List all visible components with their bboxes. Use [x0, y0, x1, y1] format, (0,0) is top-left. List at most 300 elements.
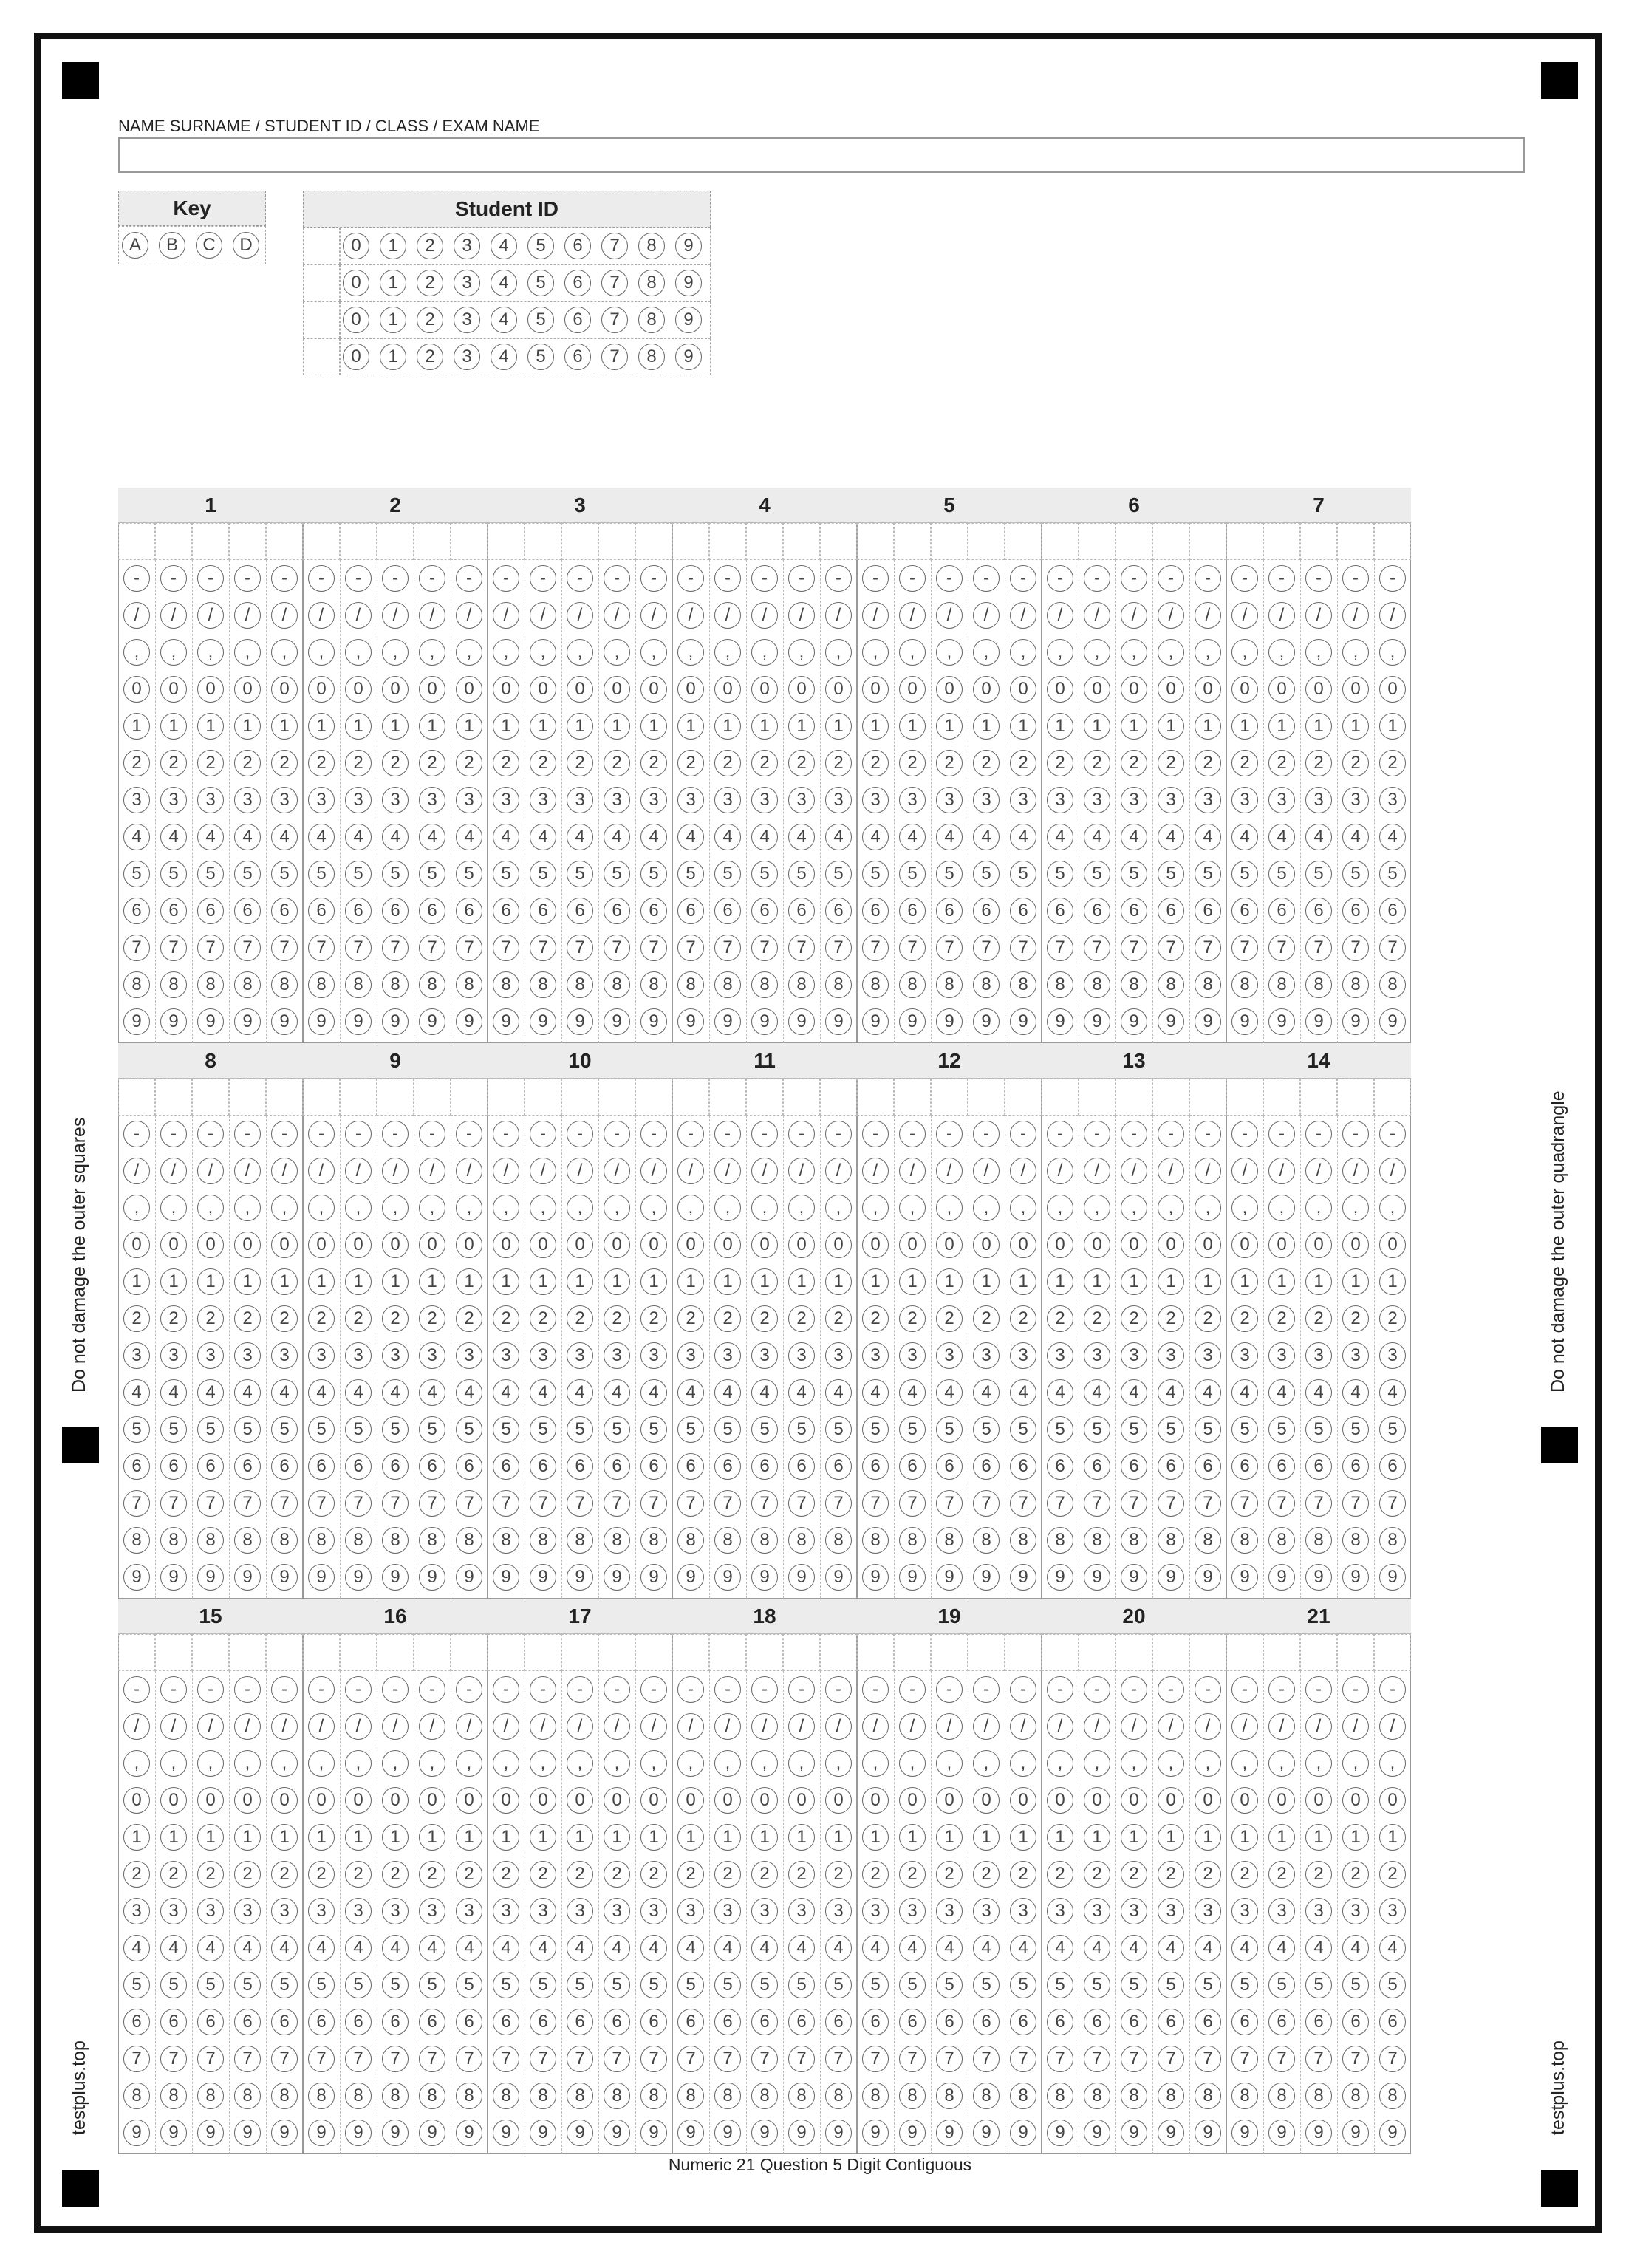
answer-bubble[interactable]: 2 — [640, 1305, 667, 1332]
answer-bubble[interactable]: 8 — [123, 971, 150, 998]
answer-bubble[interactable]: 0 — [271, 1787, 298, 1814]
answer-bubble[interactable]: 9 — [973, 1564, 1000, 1591]
answer-bubble[interactable]: 6 — [899, 1453, 926, 1480]
answer-bubble[interactable]: - — [456, 1676, 482, 1703]
answer-bubble[interactable]: 8 — [419, 971, 445, 998]
answer-bubble[interactable]: 3 — [1268, 1898, 1295, 1924]
answer-bubble[interactable]: 2 — [1047, 1861, 1073, 1888]
answer-bubble[interactable]: 3 — [1379, 1342, 1406, 1369]
answer-bubble[interactable]: 0 — [382, 676, 409, 703]
student-id-bubble[interactable]: 6 — [564, 233, 591, 259]
answer-bubble[interactable]: - — [1121, 565, 1147, 592]
answer-bubble[interactable]: 2 — [899, 750, 926, 776]
answer-bubble[interactable]: - — [751, 565, 778, 592]
answer-bubble[interactable]: 5 — [345, 861, 372, 887]
answer-bubble[interactable]: 6 — [1342, 2009, 1369, 2035]
answer-bubble[interactable]: - — [197, 1676, 224, 1703]
answer-bubble[interactable]: 8 — [456, 971, 482, 998]
answer-bubble[interactable]: , — [899, 1195, 926, 1221]
answer-bubble[interactable]: 4 — [419, 1935, 445, 1961]
answer-bubble[interactable]: 4 — [308, 1379, 335, 1406]
answer-bubble[interactable]: 9 — [345, 2120, 372, 2146]
answer-bubble[interactable]: 1 — [1268, 1824, 1295, 1851]
answer-bubble[interactable]: 6 — [1342, 898, 1369, 924]
answer-bubble[interactable]: 0 — [197, 676, 224, 703]
answer-bubble[interactable]: 7 — [1121, 1490, 1147, 1517]
answer-bubble[interactable]: 0 — [1195, 676, 1221, 703]
answer-bubble[interactable]: 7 — [345, 2046, 372, 2072]
answer-bubble[interactable]: 1 — [751, 1268, 778, 1295]
answer-bubble[interactable]: , — [234, 639, 261, 666]
answer-bubble[interactable]: , — [936, 639, 963, 666]
answer-bubble[interactable]: 7 — [862, 935, 889, 961]
answer-bubble[interactable]: 0 — [234, 676, 261, 703]
answer-bubble[interactable]: 0 — [825, 1787, 852, 1814]
answer-bubble[interactable]: 2 — [197, 1305, 224, 1332]
answer-bubble[interactable]: 5 — [1268, 1416, 1295, 1443]
answer-bubble[interactable]: 7 — [677, 1490, 704, 1517]
answer-bubble[interactable]: 2 — [567, 1861, 593, 1888]
answer-bubble[interactable]: 7 — [788, 935, 815, 961]
answer-bubble[interactable]: 6 — [419, 1453, 445, 1480]
answer-bubble[interactable]: 5 — [308, 861, 335, 887]
answer-bubble[interactable]: 1 — [973, 1824, 1000, 1851]
answer-bubble[interactable]: 0 — [1342, 1232, 1369, 1258]
student-id-bubble[interactable]: 9 — [675, 307, 702, 333]
answer-bubble[interactable]: 0 — [1084, 1787, 1110, 1814]
answer-bubble[interactable]: 0 — [1084, 1232, 1110, 1258]
digit-write-box[interactable] — [303, 523, 340, 560]
answer-bubble[interactable]: 9 — [899, 1008, 926, 1035]
answer-bubble[interactable]: 1 — [899, 1824, 926, 1851]
student-id-bubble[interactable]: 3 — [454, 344, 480, 370]
answer-bubble[interactable]: , — [640, 1195, 667, 1221]
answer-bubble[interactable]: / — [1121, 1713, 1147, 1740]
digit-write-box[interactable] — [118, 1079, 155, 1116]
answer-bubble[interactable]: 0 — [567, 1232, 593, 1258]
answer-bubble[interactable]: 1 — [1342, 713, 1369, 740]
student-id-bubble[interactable]: 5 — [527, 307, 554, 333]
answer-bubble[interactable]: 8 — [530, 2083, 556, 2109]
answer-bubble[interactable]: - — [197, 565, 224, 592]
answer-bubble[interactable]: 4 — [1379, 1379, 1406, 1406]
answer-bubble[interactable]: 9 — [751, 1564, 778, 1591]
answer-bubble[interactable]: 1 — [1084, 1824, 1110, 1851]
answer-bubble[interactable]: 3 — [714, 1342, 741, 1369]
answer-bubble[interactable]: , — [197, 1195, 224, 1221]
answer-bubble[interactable]: 7 — [1121, 935, 1147, 961]
answer-bubble[interactable]: 1 — [751, 713, 778, 740]
answer-bubble[interactable]: - — [936, 565, 963, 592]
answer-bubble[interactable]: - — [1010, 1676, 1036, 1703]
student-id-bubble[interactable]: 0 — [343, 270, 369, 296]
answer-bubble[interactable]: 8 — [271, 2083, 298, 2109]
answer-bubble[interactable]: 7 — [382, 935, 409, 961]
answer-bubble[interactable]: 0 — [1231, 676, 1258, 703]
answer-bubble[interactable]: 4 — [1231, 1379, 1258, 1406]
answer-bubble[interactable]: 8 — [160, 971, 187, 998]
answer-bubble[interactable]: , — [604, 639, 630, 666]
answer-bubble[interactable]: 5 — [530, 1972, 556, 1998]
student-id-write-box[interactable] — [303, 301, 340, 338]
answer-bubble[interactable]: , — [1121, 639, 1147, 666]
answer-bubble[interactable]: / — [345, 1713, 372, 1740]
answer-bubble[interactable]: 8 — [234, 2083, 261, 2109]
answer-bubble[interactable]: 5 — [936, 861, 963, 887]
answer-bubble[interactable]: 6 — [1268, 1453, 1295, 1480]
digit-write-box[interactable] — [340, 523, 377, 560]
answer-bubble[interactable]: 5 — [271, 1972, 298, 1998]
answer-bubble[interactable]: - — [1305, 565, 1332, 592]
answer-bubble[interactable]: 7 — [567, 2046, 593, 2072]
answer-bubble[interactable]: 2 — [1268, 1861, 1295, 1888]
answer-bubble[interactable]: 3 — [1195, 1342, 1221, 1369]
answer-bubble[interactable]: 9 — [862, 1008, 889, 1035]
answer-bubble[interactable]: , — [677, 1195, 704, 1221]
answer-bubble[interactable]: 5 — [123, 1972, 150, 1998]
answer-bubble[interactable]: 5 — [788, 1972, 815, 1998]
digit-write-box[interactable] — [635, 1634, 672, 1671]
answer-bubble[interactable]: 1 — [862, 1268, 889, 1295]
answer-bubble[interactable]: / — [456, 1158, 482, 1184]
answer-bubble[interactable]: - — [1195, 565, 1221, 592]
answer-bubble[interactable]: 8 — [640, 2083, 667, 2109]
answer-bubble[interactable]: 0 — [160, 1232, 187, 1258]
answer-bubble[interactable]: 1 — [308, 1268, 335, 1295]
answer-bubble[interactable]: 6 — [936, 1453, 963, 1480]
answer-bubble[interactable]: 3 — [1231, 787, 1258, 813]
answer-bubble[interactable]: 9 — [936, 1008, 963, 1035]
answer-bubble[interactable]: - — [160, 1121, 187, 1147]
answer-bubble[interactable]: 7 — [308, 1490, 335, 1517]
answer-bubble[interactable]: 2 — [1305, 750, 1332, 776]
answer-bubble[interactable]: / — [1158, 1158, 1184, 1184]
answer-bubble[interactable]: 9 — [1268, 1564, 1295, 1591]
answer-bubble[interactable]: 4 — [234, 1379, 261, 1406]
answer-bubble[interactable]: 3 — [345, 1342, 372, 1369]
answer-bubble[interactable]: 3 — [714, 1898, 741, 1924]
answer-bubble[interactable]: 5 — [825, 861, 852, 887]
digit-write-box[interactable] — [1263, 1079, 1300, 1116]
answer-bubble[interactable]: 8 — [1379, 971, 1406, 998]
answer-bubble[interactable]: , — [1084, 639, 1110, 666]
answer-bubble[interactable]: / — [899, 602, 926, 629]
answer-bubble[interactable]: 5 — [160, 1416, 187, 1443]
answer-bubble[interactable]: 9 — [1121, 2120, 1147, 2146]
digit-write-box[interactable] — [598, 523, 635, 560]
answer-bubble[interactable]: 3 — [640, 1342, 667, 1369]
answer-bubble[interactable]: 4 — [456, 824, 482, 850]
answer-bubble[interactable]: 4 — [788, 1379, 815, 1406]
answer-bubble[interactable]: 8 — [308, 2083, 335, 2109]
answer-bubble[interactable]: 1 — [197, 1268, 224, 1295]
student-id-bubble[interactable]: 5 — [527, 270, 554, 296]
digit-write-box[interactable] — [414, 523, 451, 560]
answer-bubble[interactable]: 4 — [345, 824, 372, 850]
answer-bubble[interactable]: - — [419, 1676, 445, 1703]
answer-bubble[interactable]: 3 — [1121, 787, 1147, 813]
answer-bubble[interactable]: 7 — [271, 2046, 298, 2072]
answer-bubble[interactable]: 7 — [825, 935, 852, 961]
answer-bubble[interactable]: / — [530, 1158, 556, 1184]
answer-bubble[interactable]: 9 — [456, 1008, 482, 1035]
answer-bubble[interactable]: 0 — [1158, 1787, 1184, 1814]
answer-bubble[interactable]: 0 — [1084, 676, 1110, 703]
answer-bubble[interactable]: 6 — [530, 1453, 556, 1480]
answer-bubble[interactable]: 2 — [530, 750, 556, 776]
answer-bubble[interactable]: - — [714, 1121, 741, 1147]
answer-bubble[interactable]: 9 — [1268, 2120, 1295, 2146]
answer-bubble[interactable]: / — [751, 1158, 778, 1184]
answer-bubble[interactable]: 9 — [1342, 1008, 1369, 1035]
answer-bubble[interactable]: 8 — [1231, 1527, 1258, 1554]
answer-bubble[interactable]: 1 — [862, 1824, 889, 1851]
answer-bubble[interactable]: 6 — [197, 898, 224, 924]
answer-bubble[interactable]: 1 — [1047, 713, 1073, 740]
answer-bubble[interactable]: - — [677, 1121, 704, 1147]
answer-bubble[interactable]: 0 — [308, 1232, 335, 1258]
answer-bubble[interactable]: 6 — [345, 1453, 372, 1480]
answer-bubble[interactable]: 3 — [1121, 1342, 1147, 1369]
answer-bubble[interactable]: 1 — [1195, 1268, 1221, 1295]
answer-bubble[interactable]: 1 — [1084, 1268, 1110, 1295]
answer-bubble[interactable]: 7 — [862, 1490, 889, 1517]
answer-bubble[interactable]: 4 — [123, 1379, 150, 1406]
answer-bubble[interactable]: 9 — [640, 1564, 667, 1591]
answer-bubble[interactable]: 5 — [308, 1416, 335, 1443]
answer-bubble[interactable]: - — [530, 565, 556, 592]
answer-bubble[interactable]: 8 — [1305, 971, 1332, 998]
answer-bubble[interactable]: 5 — [714, 1416, 741, 1443]
answer-bubble[interactable]: 8 — [1305, 2083, 1332, 2109]
answer-bubble[interactable]: 4 — [1342, 824, 1369, 850]
answer-bubble[interactable]: 3 — [271, 1342, 298, 1369]
answer-bubble[interactable]: , — [1158, 1195, 1184, 1221]
student-id-bubble[interactable]: 0 — [343, 233, 369, 259]
answer-bubble[interactable]: 9 — [493, 1008, 519, 1035]
answer-bubble[interactable]: 9 — [123, 2120, 150, 2146]
answer-bubble[interactable]: 2 — [973, 1305, 1000, 1332]
answer-bubble[interactable]: 9 — [1305, 1008, 1332, 1035]
answer-bubble[interactable]: 4 — [825, 1935, 852, 1961]
answer-bubble[interactable]: / — [604, 1713, 630, 1740]
answer-bubble[interactable]: 3 — [308, 1342, 335, 1369]
answer-bubble[interactable]: 4 — [382, 824, 409, 850]
answer-bubble[interactable]: 7 — [456, 1490, 482, 1517]
answer-bubble[interactable]: 8 — [714, 2083, 741, 2109]
answer-bubble[interactable]: 3 — [308, 787, 335, 813]
digit-write-box[interactable] — [451, 1634, 488, 1671]
answer-bubble[interactable]: - — [899, 1121, 926, 1147]
answer-bubble[interactable]: 0 — [493, 676, 519, 703]
answer-bubble[interactable]: - — [1084, 1676, 1110, 1703]
answer-bubble[interactable]: 5 — [530, 861, 556, 887]
answer-bubble[interactable]: 4 — [271, 1935, 298, 1961]
answer-bubble[interactable]: / — [1268, 602, 1295, 629]
answer-bubble[interactable]: 6 — [1158, 898, 1184, 924]
answer-bubble[interactable]: 7 — [234, 2046, 261, 2072]
answer-bubble[interactable]: 9 — [345, 1564, 372, 1591]
answer-bubble[interactable]: 1 — [1305, 1824, 1332, 1851]
student-id-bubble[interactable]: 6 — [564, 270, 591, 296]
answer-bubble[interactable]: , — [1231, 1750, 1258, 1777]
answer-bubble[interactable]: , — [862, 1195, 889, 1221]
answer-bubble[interactable]: - — [493, 565, 519, 592]
student-id-bubble[interactable]: 1 — [380, 233, 406, 259]
answer-bubble[interactable]: / — [308, 1713, 335, 1740]
answer-bubble[interactable]: 1 — [308, 1824, 335, 1851]
answer-bubble[interactable]: 3 — [1010, 1898, 1036, 1924]
answer-bubble[interactable]: / — [271, 1713, 298, 1740]
digit-write-box[interactable] — [1115, 1634, 1152, 1671]
answer-bubble[interactable]: 2 — [714, 750, 741, 776]
answer-bubble[interactable]: 3 — [1010, 787, 1036, 813]
digit-write-box[interactable] — [635, 1079, 672, 1116]
answer-bubble[interactable]: 2 — [936, 1305, 963, 1332]
answer-bubble[interactable]: / — [345, 602, 372, 629]
answer-bubble[interactable]: , — [345, 639, 372, 666]
answer-bubble[interactable]: 9 — [677, 2120, 704, 2146]
answer-bubble[interactable]: 5 — [862, 1972, 889, 1998]
answer-bubble[interactable]: - — [160, 565, 187, 592]
answer-bubble[interactable]: 5 — [567, 1972, 593, 1998]
digit-write-box[interactable] — [968, 523, 1005, 560]
answer-bubble[interactable]: 8 — [123, 1527, 150, 1554]
answer-bubble[interactable]: 0 — [604, 676, 630, 703]
answer-bubble[interactable]: 2 — [1010, 1305, 1036, 1332]
answer-bubble[interactable]: 1 — [382, 713, 409, 740]
answer-bubble[interactable]: 3 — [640, 1898, 667, 1924]
answer-bubble[interactable]: - — [456, 1121, 482, 1147]
answer-bubble[interactable]: 4 — [493, 1935, 519, 1961]
answer-bubble[interactable]: 8 — [345, 1527, 372, 1554]
answer-bubble[interactable]: 4 — [1084, 824, 1110, 850]
answer-bubble[interactable]: 0 — [899, 1787, 926, 1814]
answer-bubble[interactable]: 4 — [1342, 1379, 1369, 1406]
answer-bubble[interactable]: , — [604, 1195, 630, 1221]
answer-bubble[interactable]: 5 — [604, 1416, 630, 1443]
answer-bubble[interactable]: 7 — [530, 935, 556, 961]
answer-bubble[interactable]: - — [1010, 565, 1036, 592]
answer-bubble[interactable]: 1 — [271, 1824, 298, 1851]
answer-bubble[interactable]: 3 — [1158, 1342, 1184, 1369]
answer-bubble[interactable]: 9 — [1342, 1564, 1369, 1591]
digit-write-box[interactable] — [820, 1079, 857, 1116]
answer-bubble[interactable]: 8 — [493, 1527, 519, 1554]
answer-bubble[interactable]: 6 — [899, 898, 926, 924]
answer-bubble[interactable]: 1 — [419, 713, 445, 740]
answer-bubble[interactable]: 9 — [751, 2120, 778, 2146]
answer-bubble[interactable]: 6 — [1010, 2009, 1036, 2035]
answer-bubble[interactable]: - — [530, 1121, 556, 1147]
answer-bubble[interactable]: 1 — [1268, 713, 1295, 740]
answer-bubble[interactable]: 3 — [936, 1342, 963, 1369]
answer-bubble[interactable]: 6 — [1268, 2009, 1295, 2035]
answer-bubble[interactable]: / — [1342, 602, 1369, 629]
answer-bubble[interactable]: 0 — [197, 1787, 224, 1814]
answer-bubble[interactable]: , — [1010, 1195, 1036, 1221]
answer-bubble[interactable]: 5 — [604, 1972, 630, 1998]
answer-bubble[interactable]: 3 — [788, 1898, 815, 1924]
answer-bubble[interactable]: 6 — [973, 2009, 1000, 2035]
answer-bubble[interactable]: 6 — [751, 1453, 778, 1480]
digit-write-box[interactable] — [525, 523, 561, 560]
answer-bubble[interactable]: / — [308, 602, 335, 629]
answer-bubble[interactable]: 0 — [751, 1232, 778, 1258]
answer-bubble[interactable]: 0 — [1047, 1232, 1073, 1258]
answer-bubble[interactable]: / — [751, 1713, 778, 1740]
answer-bubble[interactable]: 6 — [862, 2009, 889, 2035]
answer-bubble[interactable]: 0 — [123, 676, 150, 703]
answer-bubble[interactable]: 1 — [1158, 1268, 1184, 1295]
answer-bubble[interactable]: 8 — [640, 971, 667, 998]
digit-write-box[interactable] — [857, 523, 894, 560]
answer-bubble[interactable]: 2 — [1379, 1305, 1406, 1332]
digit-write-box[interactable] — [561, 1079, 598, 1116]
answer-bubble[interactable]: 8 — [1195, 971, 1221, 998]
answer-bubble[interactable]: 7 — [862, 2046, 889, 2072]
answer-bubble[interactable]: 2 — [197, 750, 224, 776]
answer-bubble[interactable]: 4 — [936, 1935, 963, 1961]
answer-bubble[interactable]: 9 — [1195, 1564, 1221, 1591]
answer-bubble[interactable]: , — [640, 639, 667, 666]
answer-bubble[interactable]: / — [160, 602, 187, 629]
answer-bubble[interactable]: 5 — [160, 1972, 187, 1998]
answer-bubble[interactable]: 5 — [1342, 1972, 1369, 1998]
answer-bubble[interactable]: 3 — [160, 787, 187, 813]
answer-bubble[interactable]: 4 — [1305, 824, 1332, 850]
answer-bubble[interactable]: 5 — [677, 1972, 704, 1998]
answer-bubble[interactable]: 4 — [419, 824, 445, 850]
answer-bubble[interactable]: 5 — [234, 1972, 261, 1998]
answer-bubble[interactable]: 1 — [1305, 713, 1332, 740]
answer-bubble[interactable]: 4 — [640, 1379, 667, 1406]
answer-bubble[interactable]: 2 — [493, 1861, 519, 1888]
answer-bubble[interactable]: 1 — [1231, 1268, 1258, 1295]
answer-bubble[interactable]: 2 — [788, 1305, 815, 1332]
answer-bubble[interactable]: 0 — [419, 1232, 445, 1258]
answer-bubble[interactable]: / — [1379, 1713, 1406, 1740]
answer-bubble[interactable]: 1 — [345, 1824, 372, 1851]
answer-bubble[interactable]: - — [345, 1121, 372, 1147]
answer-bubble[interactable]: 9 — [788, 1008, 815, 1035]
answer-bubble[interactable]: 9 — [1268, 1008, 1295, 1035]
answer-bubble[interactable]: - — [825, 1676, 852, 1703]
answer-bubble[interactable]: 3 — [1158, 1898, 1184, 1924]
answer-bubble[interactable]: 0 — [1231, 1232, 1258, 1258]
answer-bubble[interactable]: - — [973, 1121, 1000, 1147]
answer-bubble[interactable]: 2 — [345, 750, 372, 776]
answer-bubble[interactable]: 4 — [1158, 1935, 1184, 1961]
answer-bubble[interactable]: 4 — [1084, 1379, 1110, 1406]
answer-bubble[interactable]: 4 — [493, 824, 519, 850]
answer-bubble[interactable]: 5 — [1121, 1416, 1147, 1443]
answer-bubble[interactable]: 3 — [825, 1342, 852, 1369]
digit-write-box[interactable] — [1189, 1079, 1226, 1116]
answer-bubble[interactable]: 5 — [456, 1972, 482, 1998]
answer-bubble[interactable]: 2 — [234, 1861, 261, 1888]
digit-write-box[interactable] — [1226, 1079, 1263, 1116]
answer-bubble[interactable]: , — [1195, 639, 1221, 666]
answer-bubble[interactable]: 2 — [271, 1305, 298, 1332]
answer-bubble[interactable]: 2 — [1121, 1305, 1147, 1332]
answer-bubble[interactable]: 0 — [677, 1232, 704, 1258]
answer-bubble[interactable]: 6 — [1010, 898, 1036, 924]
answer-bubble[interactable]: - — [1158, 1121, 1184, 1147]
answer-bubble[interactable]: - — [567, 1121, 593, 1147]
answer-bubble[interactable]: 8 — [825, 1527, 852, 1554]
digit-write-box[interactable] — [266, 1634, 303, 1671]
